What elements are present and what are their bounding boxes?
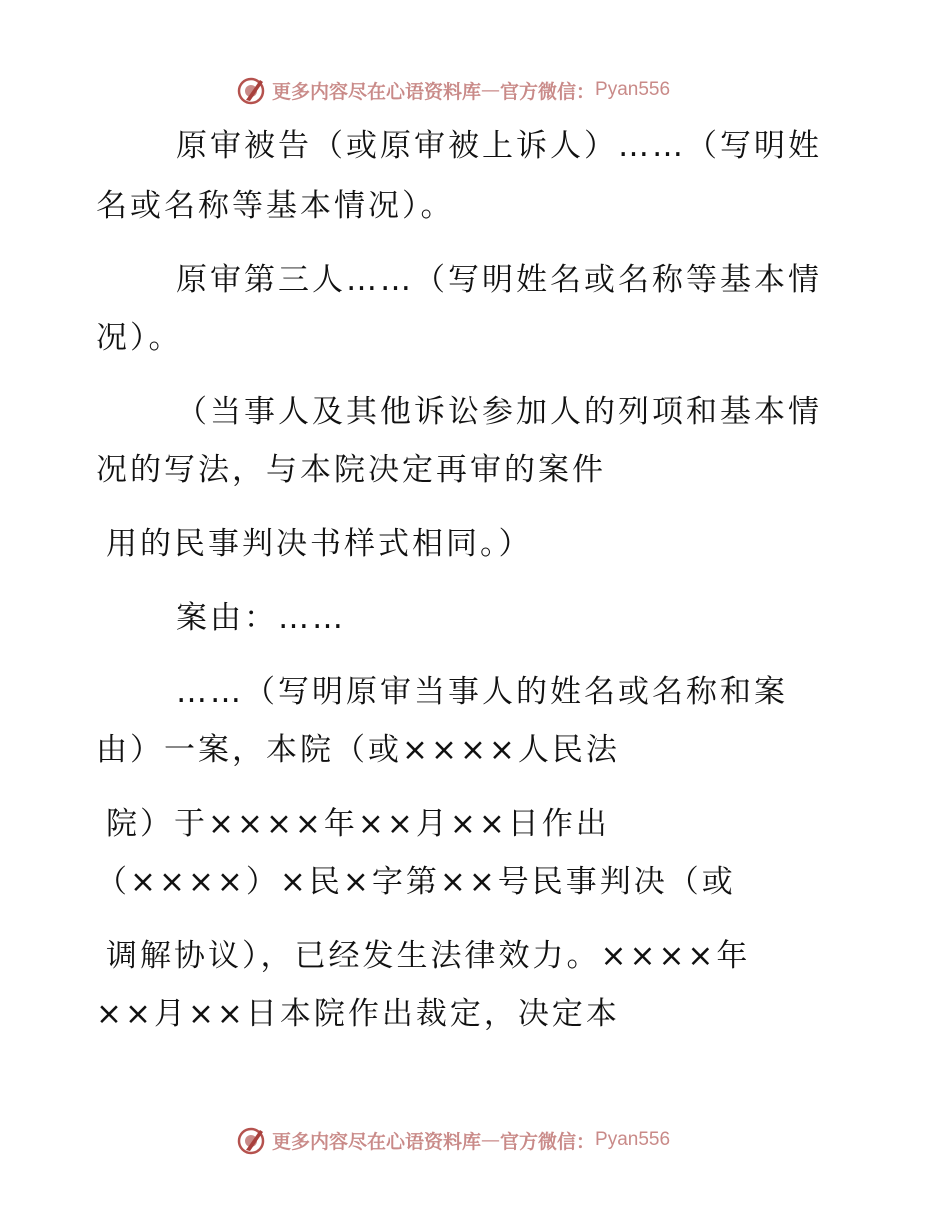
body-line-7: 用的民事判决书样式相同。） — [106, 526, 533, 562]
body-line-14: ××月××日本院作出裁定，决定本 — [96, 996, 620, 1032]
body-line-12: （××××）×民×字第××号民事判决（或 — [96, 864, 736, 900]
watermark-separator: — — [481, 1129, 501, 1151]
body-line-2: 名或名称等基本情况）。 — [96, 188, 455, 224]
watermark-separator: — — [481, 79, 501, 101]
body-line-13: 调解协议），已经发生法律效力。××××年 — [106, 938, 751, 974]
footer-watermark — [236, 1122, 670, 1158]
watermark-wechat-id: Pyan556 — [595, 1129, 671, 1150]
quill-seal-icon — [236, 1124, 268, 1156]
body-line-9: ……（写明原审当事人的姓名或名称和案 — [176, 674, 788, 710]
header-watermark — [236, 72, 670, 108]
body-line-10: 由）一案，本院（或××××人民法 — [96, 732, 620, 768]
body-line-11: 院）于××××年××月××日作出 — [106, 806, 610, 842]
watermark-brand-text: 更多内容尽在心语资料库 — [272, 1130, 482, 1153]
watermark-wechat-label: 官方微信： — [500, 1130, 596, 1153]
watermark-wechat-label: 官方微信： — [500, 80, 596, 103]
body-line-1: 原审被告（或原审被上诉人）……（写明姓 — [176, 128, 822, 164]
watermark-wechat-id: Pyan556 — [595, 79, 671, 100]
quill-seal-icon — [236, 74, 268, 106]
body-line-6: 况的写法，与本院决定再审的案件 — [96, 452, 606, 488]
body-line-4: 况）。 — [96, 320, 183, 356]
watermark-brand-text: 更多内容尽在心语资料库 — [272, 80, 482, 103]
body-line-3: 原审第三人……（写明姓名或名称等基本情 — [176, 262, 822, 298]
body-line-8: 案由：…… — [176, 600, 346, 636]
body-line-5: （当事人及其他诉讼参加人的列项和基本情 — [176, 394, 822, 430]
